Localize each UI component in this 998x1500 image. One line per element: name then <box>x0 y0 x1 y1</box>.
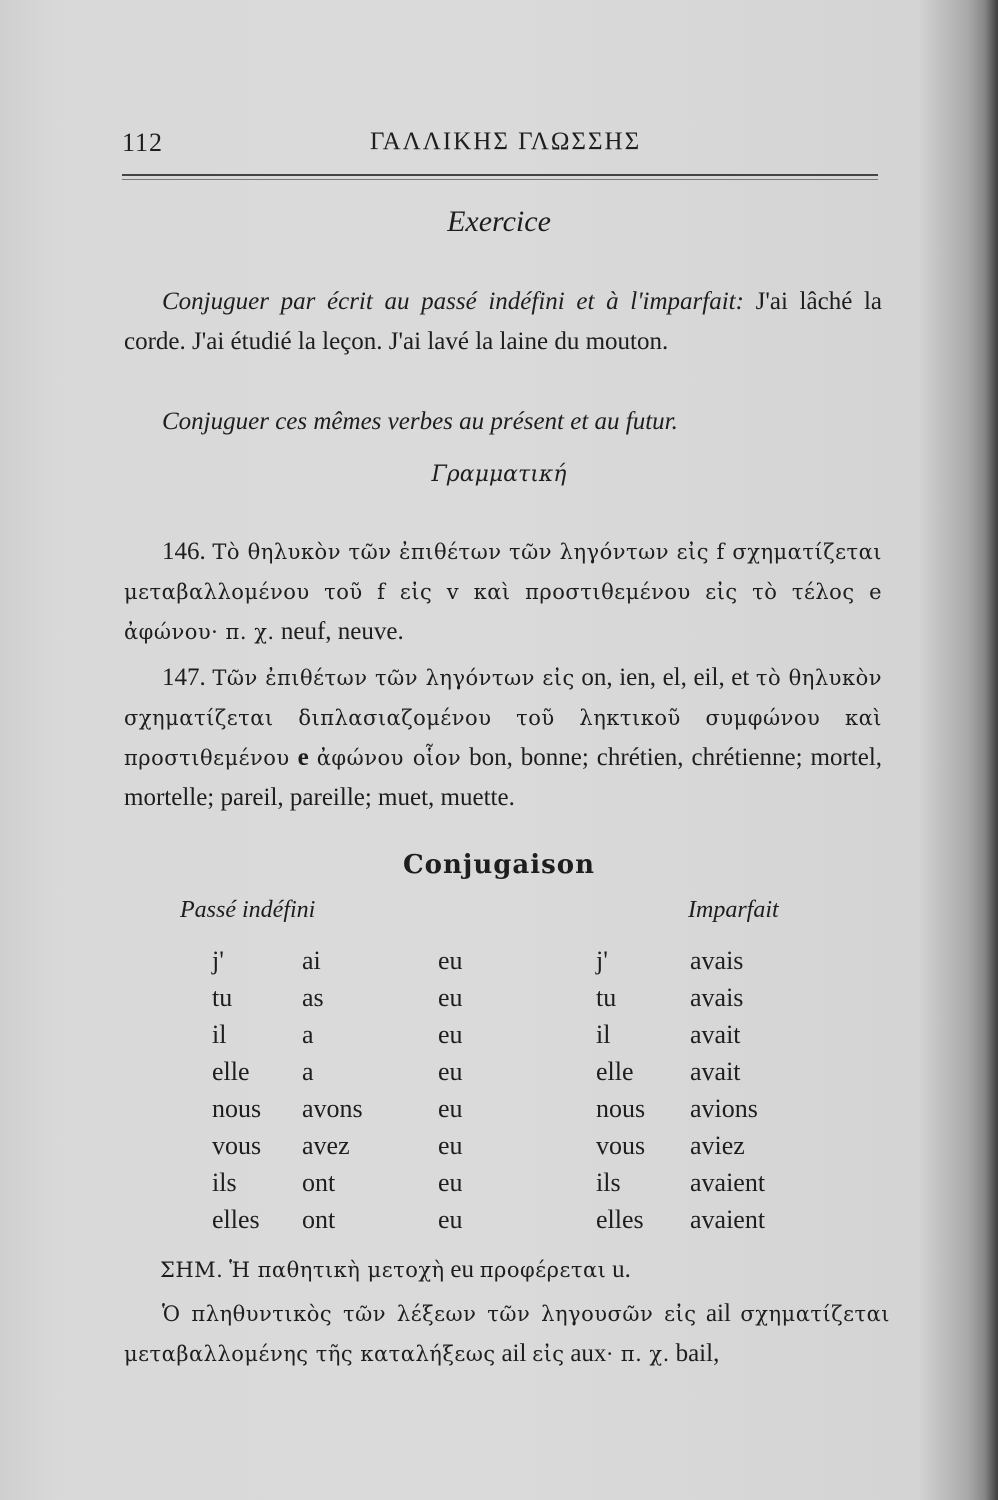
imparfait-form: avaient <box>690 1168 766 1197</box>
imparfait-form: avions <box>690 1094 758 1123</box>
note-1-label: ΣΗΜ. <box>160 1258 224 1282</box>
note-2-ail: ail <box>705 1300 731 1327</box>
column-header-imparfait: Imparfait <box>688 897 779 923</box>
rule-146-text: Τὸ θηλυκὸν τῶν ἐπιθέτων τῶν ληγόντων εἰς f σχηματίζεται μεταβαλλομένου τοῦ f εἰς v καὶ προστιθεμένου εἰς τὸ τέλος e ἀφώνου· π. χ. <box>124 540 883 644</box>
table-row <box>204 1094 824 1131</box>
exercise-instruction-1: Conjuguer par écrit au passé indéfini et à l'imparfait: <box>162 288 744 315</box>
pronoun-left: elles <box>212 1205 260 1234</box>
rule-147 <box>124 658 882 818</box>
rule-147-endings: on, ien, el, eil, et <box>581 664 750 691</box>
imparfait-form: avait <box>690 1020 741 1049</box>
past-participle: eu <box>438 1131 463 1160</box>
note-1-word: eu <box>450 1256 474 1283</box>
note-1 <box>160 1250 890 1290</box>
rule-147-text: Τῶν ἐπιθέτων τῶν ληγόντων εἰς <box>212 666 575 690</box>
auxiliary: as <box>302 983 324 1012</box>
note-2-px: · π. χ. <box>606 1342 670 1366</box>
past-participle: eu <box>438 1168 463 1197</box>
pronoun-right: il <box>596 1020 611 1049</box>
auxiliary: ont <box>302 1168 336 1197</box>
auxiliary: a <box>302 1057 314 1086</box>
conjugation-title: Conjugaison <box>402 850 596 880</box>
pronoun-right: elle <box>596 1057 634 1086</box>
note-2 <box>124 1294 890 1374</box>
table-row <box>204 1020 824 1057</box>
grammar-title: Γραμματική <box>431 462 567 487</box>
pronoun-left: tu <box>212 983 233 1012</box>
auxiliary: avez <box>302 1131 350 1160</box>
pronoun-right: nous <box>596 1094 646 1123</box>
past-participle: eu <box>438 1094 463 1123</box>
past-participle: eu <box>438 983 463 1012</box>
pronoun-left: j' <box>212 946 224 975</box>
header-rule-thin <box>122 179 878 180</box>
pronoun-right: j' <box>596 946 608 975</box>
pronoun-left: vous <box>212 1131 262 1160</box>
exercise-sentences: J'ai lâché la corde. J'ai étudié la leçon. J'ai lavé la laine du mouton. <box>124 288 883 355</box>
exercise-paragraph-2 <box>124 402 882 442</box>
note-1-text-2: προφέρεται <box>479 1258 607 1282</box>
conjugation-table <box>204 946 824 1242</box>
past-participle: eu <box>438 1205 463 1234</box>
past-participle: eu <box>438 946 463 975</box>
running-head <box>122 128 878 168</box>
auxiliary: a <box>302 1020 314 1049</box>
rule-146-number: 146. <box>162 538 206 565</box>
pronoun-right: tu <box>596 983 617 1012</box>
page-number: 112 <box>122 128 164 157</box>
rule-147-examples: bon, bonne; chrétien, chrétienne; mortel, mortelle; pareil, pareille; muet, muette. <box>124 744 883 811</box>
pronoun-left: ils <box>212 1168 237 1197</box>
running-title: ΓΑΛΛΙΚΗΣ ΓΛΩΣΣΗΣ <box>370 128 642 155</box>
note-2-bail: bail, <box>675 1340 720 1367</box>
rule-147-number: 147. <box>162 664 206 691</box>
imparfait-form: avaient <box>690 1205 766 1234</box>
auxiliary: ont <box>302 1205 336 1234</box>
note-2-eis: εἰς <box>532 1342 565 1366</box>
table-row <box>204 983 824 1020</box>
table-row <box>204 1057 824 1094</box>
pronoun-right: ils <box>596 1168 621 1197</box>
pronoun-right: vous <box>596 1131 646 1160</box>
rule-147-e: e <box>297 744 309 771</box>
note-2-text-2: σχηματίζεται μεταβαλλομένης τῆς καταλήξεως <box>124 1302 891 1366</box>
table-row <box>204 1168 824 1205</box>
imparfait-form: avais <box>690 983 744 1012</box>
header-rule <box>122 174 878 176</box>
imparfait-form: avait <box>690 1057 741 1086</box>
imparfait-form: avais <box>690 946 744 975</box>
note-1-text: Ἡ παθητικὴ μετοχὴ <box>229 1258 445 1282</box>
note-2-aux: aux <box>570 1340 607 1367</box>
auxiliary: avons <box>302 1094 363 1123</box>
table-row <box>204 946 824 983</box>
rule-147-text-3: ἀφώνου οἷον <box>316 746 462 770</box>
exercise-instruction-2: Conjuguer ces mêmes verbes au présent et au futur. <box>162 408 678 435</box>
table-row <box>204 1205 824 1242</box>
past-participle: eu <box>438 1020 463 1049</box>
rule-146 <box>124 532 882 652</box>
exercise-paragraph-1 <box>124 282 882 362</box>
column-header-passe-indefini: Passé indéfini <box>180 897 316 923</box>
pronoun-left: elle <box>212 1057 250 1086</box>
table-row <box>204 1131 824 1168</box>
note-2-text: Ὁ πληθυντικὸς τῶν λέξεων τῶν ληγουσῶν εἰς <box>162 1302 697 1326</box>
imparfait-form: aviez <box>690 1131 745 1160</box>
pronoun-right: elles <box>596 1205 644 1234</box>
auxiliary: ai <box>302 946 321 975</box>
rule-146-example: neuf, neuve. <box>280 618 404 645</box>
note-1-sound: u. <box>612 1256 631 1283</box>
note-2-ail-2: ail <box>501 1340 527 1367</box>
past-participle: eu <box>438 1057 463 1086</box>
rule-147-text-2: τὸ θηλυκὸν σχηματίζεται διπλασιαζομένου τοῦ ληκτικοῦ συμφώνου καὶ προστιθεμένου <box>124 666 882 770</box>
pronoun-left: il <box>212 1020 227 1049</box>
pronoun-left: nous <box>212 1094 262 1123</box>
exercise-title: Exercice <box>447 205 551 238</box>
